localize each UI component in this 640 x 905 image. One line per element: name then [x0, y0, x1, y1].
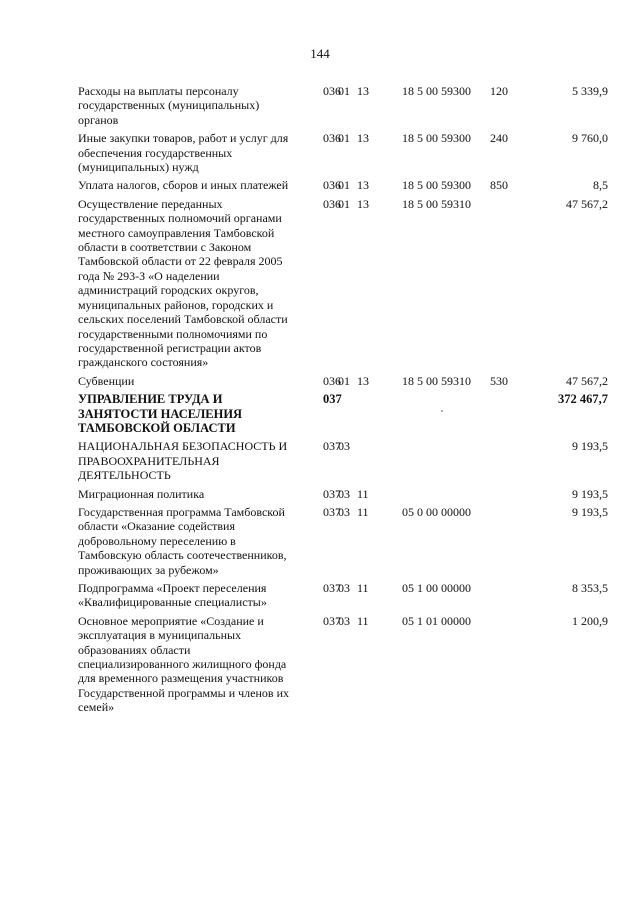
row-section-code: 01: [338, 131, 350, 146]
row-expense-type-code: [475, 392, 520, 439]
row-ved-code: 036: [323, 131, 341, 146]
row-target-code: [387, 487, 475, 505]
row-section-code: 03: [338, 581, 350, 595]
table-row: [78, 84, 608, 131]
scan-speck: [441, 410, 443, 412]
row-amount: 9 760,0: [572, 131, 608, 146]
row-name: Основное мероприятие «Создание и эксплуатация в муниципальных образованиях области специализированного жилищного фонда для временного размещения участников Государственной программы и членов их семей»: [78, 613, 289, 715]
row-name: Государственная программа Тамбовской области «Оказание содействия добровольному переселению в Тамбовскую область соотечественников, проживающих за рубежом»: [78, 504, 287, 577]
table-body: [78, 84, 608, 719]
row-target-code: 05 0 00 00000: [402, 504, 471, 519]
row-ved-code: 036: [323, 178, 341, 193]
page-number: 144: [310, 46, 330, 61]
row-subsection-code: 11: [357, 504, 369, 519]
row-ved-code: 037: [323, 581, 341, 595]
row-name: Иные закупки товаров, работ и услуг для обеспечения государственных (муниципальных) нужд: [78, 131, 289, 175]
table-row: [78, 392, 608, 439]
row-amount: 5 339,9: [572, 84, 608, 98]
row-section-code: 01: [338, 196, 350, 211]
row-amount: 8,5: [593, 178, 608, 193]
row-ved-code: 037: [323, 486, 341, 501]
row-expense-type-code: [475, 505, 520, 581]
budget-table: [78, 84, 608, 719]
table-row: [78, 374, 608, 392]
row-amount: 47 567,2: [566, 196, 608, 211]
row-subsection-code: 11: [357, 613, 369, 628]
row-name: Миграционная политика: [78, 486, 205, 501]
row-subsection-code: 11: [357, 581, 369, 595]
row-subsection-code: 13: [357, 178, 369, 193]
row-section-code: 01: [338, 373, 350, 388]
row-ved-code: 036: [323, 84, 341, 98]
table-row: [78, 197, 608, 374]
row-target-code: 18 5 00 59300: [402, 131, 471, 146]
row-subsection-code: [357, 392, 387, 439]
row-name: УПРАВЛЕНИЕ ТРУДА И ЗАНЯТОСТИ НАСЕЛЕНИЯ ТАМБОВСКОЙ ОБЛАСТИ: [78, 392, 243, 435]
row-ved-code: 036: [323, 373, 341, 388]
row-expense-type-code: [475, 439, 520, 486]
table-row: [78, 439, 608, 486]
row-target-code: [387, 439, 475, 486]
row-target-code: 18 5 00 59310: [402, 373, 471, 388]
row-subsection-code: 11: [357, 486, 369, 501]
row-target-code: [387, 392, 475, 439]
row-expense-type-code: 530: [490, 373, 508, 388]
row-name: НАЦИОНАЛЬНАЯ БЕЗОПАСНОСТЬ И ПРАВООХРАНИТЕЛЬНАЯ ДЕЯТЕЛЬНОСТЬ: [78, 439, 288, 483]
row-expense-type-code: [475, 614, 520, 719]
row-section-code: 01: [338, 84, 350, 98]
row-subsection-code: 13: [357, 196, 369, 211]
row-name: Осуществление переданных государственных полномочий органами местного самоуправления Тамбовской области в соответствии с Законом Тамбовской области от 22 февраля 2005 года № 293-З «О наделении администраций городских округов, муниципальных районов, городских и сельских поселений Тамбовской области государственными полномочиями по государственной регистрации актов гражданского состояния»: [78, 196, 288, 370]
row-amount: 9 193,5: [572, 439, 608, 454]
row-amount: 8 353,5: [572, 581, 608, 595]
row-subsection-code: 13: [357, 131, 369, 146]
row-section-code: 03: [338, 504, 350, 519]
row-name: Подпрограмма «Проект переселения «Квалифицированные специалисты»: [78, 581, 267, 610]
row-subsection-code: 13: [357, 373, 369, 388]
row-amount: 372 467,7: [558, 392, 608, 407]
table-row: [78, 131, 608, 178]
row-amount: 1 200,9: [572, 613, 608, 628]
row-ved-code: 037: [323, 439, 341, 454]
row-target-code: 18 5 00 59300: [402, 84, 471, 98]
row-target-code: 18 5 00 59310: [402, 196, 471, 211]
table-row: [78, 505, 608, 581]
row-section-code: 03: [338, 439, 350, 454]
row-ved-code: 037: [323, 613, 341, 628]
row-target-code: 18 5 00 59300: [402, 178, 471, 193]
row-expense-type-code: [475, 487, 520, 505]
row-expense-type-code: 850: [490, 178, 508, 193]
row-name: Уплата налогов, сборов и иных платежей: [78, 178, 289, 193]
row-amount: 9 193,5: [572, 486, 608, 501]
row-expense-type-code: 120: [490, 84, 508, 98]
row-expense-type-code: [475, 197, 520, 374]
row-amount: 47 567,2: [566, 373, 608, 388]
row-section-code: 03: [338, 613, 350, 628]
row-target-code: 05 1 00 00000: [402, 581, 471, 595]
table-row: [78, 487, 608, 505]
row-subsection-code: 13: [357, 84, 369, 98]
row-target-code: 05 1 01 00000: [402, 613, 471, 628]
row-subsection-code: [357, 439, 387, 486]
table-row: [78, 614, 608, 719]
row-section-code: 01: [338, 178, 350, 193]
row-ved-code: 036: [323, 196, 341, 211]
row-name: Субвенции: [78, 373, 135, 388]
table-row: [78, 178, 608, 196]
table-row: [78, 581, 608, 614]
row-amount: 9 193,5: [572, 504, 608, 519]
row-section-code: 03: [338, 486, 350, 501]
row-ved-code: 037: [323, 392, 342, 407]
row-name: Расходы на выплаты персоналу государственных (муниципальных) органов: [78, 84, 260, 127]
row-expense-type-code: 240: [490, 131, 508, 146]
row-ved-code: 037: [323, 504, 341, 519]
row-expense-type-code: [475, 581, 520, 614]
